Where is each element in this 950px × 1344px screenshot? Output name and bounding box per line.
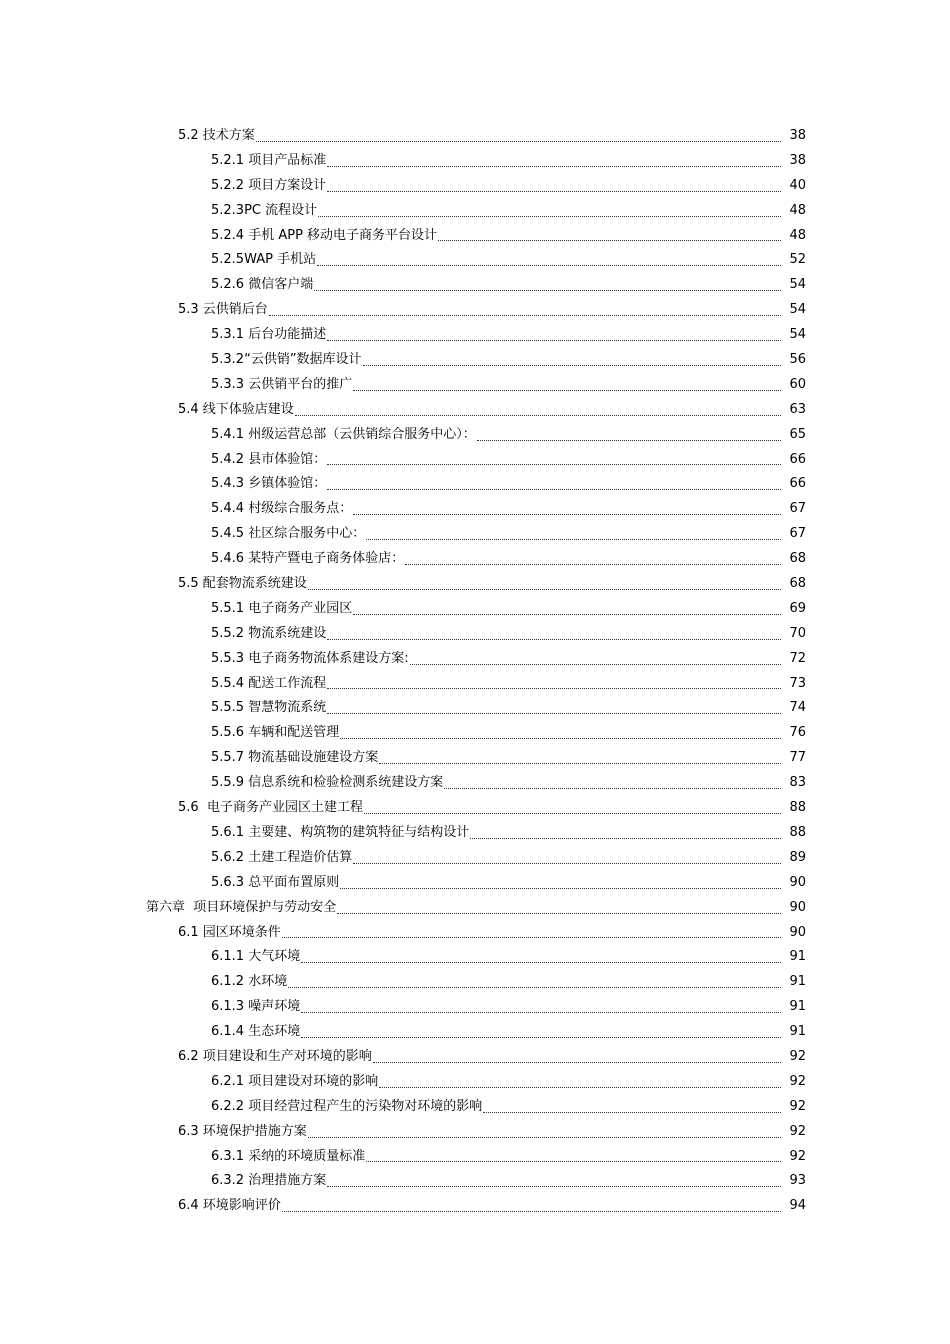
toc-entry[interactable] bbox=[0, 1070, 950, 1095]
toc-dot-leader bbox=[308, 1136, 781, 1138]
toc-dot-leader bbox=[353, 513, 781, 515]
toc-entry[interactable] bbox=[0, 224, 950, 249]
toc-entry-title: 5.5.9 信息系统和检验检测系统建设方案 bbox=[211, 775, 444, 791]
toc-entry-title: 5.5.4 配送工作流程 bbox=[211, 675, 327, 691]
toc-entry-title: 6.1.2 水环境 bbox=[211, 974, 288, 990]
toc-entry[interactable] bbox=[0, 796, 950, 821]
toc-entry[interactable] bbox=[0, 448, 950, 473]
toc-dot-leader bbox=[327, 165, 781, 167]
toc-dot-leader bbox=[308, 588, 781, 590]
toc-entry[interactable] bbox=[0, 547, 950, 572]
toc-dot-leader bbox=[327, 488, 781, 490]
toc-dot-leader bbox=[353, 862, 781, 864]
toc-entry-title: 5.6.2 土建工程造价估算 bbox=[211, 849, 353, 865]
toc-entry[interactable] bbox=[0, 771, 950, 796]
toc-entry-title: 6.1 园区环境条件 bbox=[178, 924, 281, 940]
toc-page-number: 88 bbox=[789, 800, 806, 816]
toc-page-number: 70 bbox=[789, 625, 806, 641]
toc-entry-title: 5.4.5 社区综合服务中心： bbox=[211, 526, 366, 542]
toc-dot-leader bbox=[256, 140, 781, 142]
table-of-contents bbox=[0, 124, 950, 1219]
toc-page-number: 40 bbox=[789, 177, 806, 193]
toc-dot-leader bbox=[379, 1086, 781, 1088]
toc-dot-leader bbox=[438, 239, 781, 241]
toc-dot-leader bbox=[363, 364, 781, 366]
toc-page-number: 68 bbox=[789, 551, 806, 567]
toc-page-number: 74 bbox=[789, 700, 806, 716]
toc-entry-title: 5.4.6 某特产暨电子商务体验店： bbox=[211, 551, 405, 567]
toc-page-number: 65 bbox=[789, 426, 806, 442]
toc-dot-leader bbox=[269, 314, 781, 316]
toc-entry[interactable] bbox=[0, 124, 950, 149]
toc-entry[interactable] bbox=[0, 896, 950, 921]
toc-entry[interactable] bbox=[0, 348, 950, 373]
toc-entry-title: 第六章 项目环境保护与劳动安全 bbox=[146, 899, 337, 915]
toc-entry[interactable] bbox=[0, 497, 950, 522]
toc-entry[interactable] bbox=[0, 398, 950, 423]
toc-page-number: 91 bbox=[789, 1024, 806, 1040]
toc-page-number: 67 bbox=[789, 501, 806, 517]
toc-dot-leader bbox=[366, 1160, 781, 1162]
toc-entry[interactable] bbox=[0, 871, 950, 896]
toc-dot-leader bbox=[301, 961, 781, 963]
toc-entry-title: 5.2.2 项目方案设计 bbox=[211, 177, 327, 193]
toc-dot-leader bbox=[327, 638, 781, 640]
toc-entry[interactable] bbox=[0, 1120, 950, 1145]
toc-entry[interactable] bbox=[0, 522, 950, 547]
toc-entry[interactable] bbox=[0, 1145, 950, 1170]
toc-entry[interactable] bbox=[0, 1045, 950, 1070]
toc-page-number: 92 bbox=[789, 1148, 806, 1164]
toc-dot-leader bbox=[353, 389, 781, 391]
toc-page-number: 38 bbox=[789, 128, 806, 143]
toc-entry-title: 5.5.5 智慧物流系统 bbox=[211, 700, 327, 716]
toc-entry[interactable] bbox=[0, 995, 950, 1020]
toc-dot-leader bbox=[314, 289, 781, 291]
toc-page-number: 67 bbox=[789, 526, 806, 542]
toc-page-number: 77 bbox=[789, 750, 806, 766]
toc-page-number: 91 bbox=[789, 999, 806, 1015]
toc-entry[interactable] bbox=[0, 1194, 950, 1219]
toc-dot-leader bbox=[327, 339, 781, 341]
toc-page-number: 66 bbox=[789, 451, 806, 467]
toc-page-number: 76 bbox=[789, 725, 806, 741]
toc-entry[interactable] bbox=[0, 970, 950, 995]
toc-page-number: 73 bbox=[789, 675, 806, 691]
toc-entry[interactable] bbox=[0, 821, 950, 846]
toc-entry-title: 5.2.6 微信客户端 bbox=[211, 277, 314, 293]
toc-entry-title: 5.4.3 乡镇体验馆： bbox=[211, 476, 327, 492]
toc-page-number: 48 bbox=[789, 202, 806, 218]
toc-entry-title: 6.2.1 项目建设对环境的影响 bbox=[211, 1073, 379, 1089]
toc-page-number: 68 bbox=[789, 576, 806, 592]
toc-dot-leader bbox=[340, 737, 781, 739]
toc-dot-leader bbox=[366, 538, 781, 540]
toc-entry[interactable] bbox=[0, 1095, 950, 1120]
toc-page-number: 38 bbox=[789, 152, 806, 168]
toc-dot-leader bbox=[353, 613, 781, 615]
toc-page-number: 72 bbox=[789, 650, 806, 666]
toc-dot-leader bbox=[364, 812, 781, 814]
toc-dot-leader bbox=[317, 264, 781, 266]
toc-dot-leader bbox=[477, 439, 781, 441]
toc-entry[interactable] bbox=[0, 423, 950, 448]
toc-entry-title: 5.4 线下体验店建设 bbox=[178, 401, 294, 417]
toc-page-number: 56 bbox=[789, 352, 806, 368]
toc-page-number: 66 bbox=[789, 476, 806, 492]
toc-entry-title: 6.1.4 生态环境 bbox=[211, 1024, 301, 1040]
toc-dot-leader bbox=[301, 1011, 781, 1013]
toc-entry[interactable] bbox=[0, 572, 950, 597]
toc-dot-leader bbox=[405, 563, 781, 565]
toc-page-number: 90 bbox=[789, 899, 806, 915]
toc-page-number: 92 bbox=[789, 1073, 806, 1089]
toc-entry-title: 5.4.2 县市体验馆： bbox=[211, 451, 327, 467]
toc-entry-title: 5.5.2 物流系统建设 bbox=[211, 625, 327, 641]
toc-entry[interactable] bbox=[0, 323, 950, 348]
toc-page-number: 91 bbox=[789, 974, 806, 990]
toc-entry-title: 5.2.3PC 流程设计 bbox=[211, 202, 318, 218]
toc-entry-title: 5.2.4 手机 APP 移动电子商务平台设计 bbox=[211, 227, 438, 243]
toc-dot-leader bbox=[282, 936, 781, 938]
toc-entry-title: 5.3.3 云供销平台的推广 bbox=[211, 376, 353, 392]
toc-entry-title: 5.6 电子商务产业园区土建工程 bbox=[178, 800, 363, 816]
toc-entry[interactable] bbox=[0, 298, 950, 323]
toc-page-number: 94 bbox=[789, 1198, 806, 1214]
toc-page-number: 48 bbox=[789, 227, 806, 243]
toc-entry-title: 6.2 项目建设和生产对环境的影响 bbox=[178, 1048, 372, 1064]
toc-entry[interactable] bbox=[0, 273, 950, 298]
toc-dot-leader bbox=[379, 762, 781, 764]
toc-entry[interactable] bbox=[0, 846, 950, 871]
toc-entry[interactable] bbox=[0, 373, 950, 398]
toc-entry-title: 5.5.3 电子商务物流体系建设方案: bbox=[211, 650, 409, 666]
toc-dot-leader bbox=[340, 887, 781, 889]
toc-entry-title: 5.5.7 物流基础设施建设方案 bbox=[211, 750, 379, 766]
toc-page-number: 90 bbox=[789, 874, 806, 890]
toc-dot-leader bbox=[327, 463, 781, 465]
toc-entry[interactable] bbox=[0, 199, 950, 224]
toc-dot-leader bbox=[327, 190, 781, 192]
toc-entry-title: 6.3.2 治理措施方案 bbox=[211, 1173, 327, 1189]
toc-dot-leader bbox=[470, 837, 781, 839]
toc-page-number: 54 bbox=[789, 277, 806, 293]
toc-dot-leader bbox=[410, 663, 781, 665]
toc-entry[interactable] bbox=[0, 647, 950, 672]
toc-page-number: 93 bbox=[789, 1173, 806, 1189]
toc-dot-leader bbox=[373, 1061, 781, 1063]
toc-entry-title: 5.5.1 电子商务产业园区 bbox=[211, 600, 353, 616]
toc-entry[interactable] bbox=[0, 945, 950, 970]
toc-entry-title: 6.4 环境影响评价 bbox=[178, 1198, 281, 1214]
toc-entry-title: 6.1.3 噪声环境 bbox=[211, 999, 301, 1015]
toc-entry-title: 6.2.2 项目经营过程产生的污染物对环境的影响 bbox=[211, 1098, 483, 1114]
toc-dot-leader bbox=[327, 712, 781, 714]
toc-dot-leader bbox=[318, 215, 781, 217]
toc-dot-leader bbox=[301, 1036, 781, 1038]
toc-entry-title: 5.2 技术方案 bbox=[178, 128, 255, 143]
toc-dot-leader bbox=[288, 986, 781, 988]
toc-dot-leader bbox=[295, 414, 781, 416]
toc-entry-title: 5.4.1 州级运营总部（云供销综合服务中心）： bbox=[211, 426, 476, 442]
toc-entry[interactable] bbox=[0, 696, 950, 721]
toc-entry[interactable] bbox=[0, 622, 950, 647]
toc-page-number: 60 bbox=[789, 376, 806, 392]
toc-page-number: 91 bbox=[789, 949, 806, 965]
toc-entry[interactable] bbox=[0, 1020, 950, 1045]
toc-page-number: 88 bbox=[789, 824, 806, 840]
toc-entry-title: 5.3.1 后台功能描述 bbox=[211, 327, 327, 343]
toc-entry[interactable] bbox=[0, 1169, 950, 1194]
toc-page-number: 92 bbox=[789, 1123, 806, 1139]
toc-dot-leader bbox=[327, 1185, 781, 1187]
toc-page-number: 89 bbox=[789, 849, 806, 865]
toc-page-number: 92 bbox=[789, 1098, 806, 1114]
toc-dot-leader bbox=[282, 1210, 781, 1212]
toc-entry-title: 6.3.1 采纳的环境质量标准 bbox=[211, 1148, 366, 1164]
toc-page-number: 54 bbox=[789, 327, 806, 343]
toc-entry[interactable] bbox=[0, 472, 950, 497]
toc-page-number: 54 bbox=[789, 302, 806, 318]
toc-entry-title: 5.5 配套物流系统建设 bbox=[178, 576, 307, 592]
toc-page-number: 90 bbox=[789, 924, 806, 940]
toc-entry-title: 5.3 云供销后台 bbox=[178, 302, 268, 318]
toc-entry[interactable] bbox=[0, 248, 950, 273]
toc-entry-title: 6.3 环境保护措施方案 bbox=[178, 1123, 307, 1139]
toc-entry[interactable] bbox=[0, 597, 950, 622]
toc-entry[interactable] bbox=[0, 721, 950, 746]
toc-entry[interactable] bbox=[0, 746, 950, 771]
toc-page-number: 69 bbox=[789, 600, 806, 616]
toc-entry[interactable] bbox=[0, 174, 950, 199]
toc-entry[interactable] bbox=[0, 149, 950, 174]
toc-entry-title: 5.6.1 主要建、构筑物的建筑特征与结构设计 bbox=[211, 824, 470, 840]
toc-page-number: 63 bbox=[789, 401, 806, 417]
toc-entry-title: 5.3.2“云供销”数据库设计 bbox=[211, 352, 362, 368]
toc-entry-title: 5.4.4 村级综合服务点： bbox=[211, 501, 353, 517]
toc-entry-title: 5.2.5WAP 手机站 bbox=[211, 252, 317, 268]
toc-dot-leader bbox=[483, 1111, 781, 1113]
toc-page-number: 52 bbox=[789, 252, 806, 268]
toc-dot-leader bbox=[327, 687, 781, 689]
toc-entry[interactable] bbox=[0, 921, 950, 946]
toc-entry-title: 5.2.1 项目产品标准 bbox=[211, 152, 327, 168]
toc-entry-title: 5.6.3 总平面布置原则 bbox=[211, 874, 340, 890]
toc-entry[interactable] bbox=[0, 672, 950, 697]
toc-dot-leader bbox=[337, 912, 781, 914]
toc-entry-title: 5.5.6 车辆和配送管理 bbox=[211, 725, 340, 741]
toc-page-number: 92 bbox=[789, 1048, 806, 1064]
toc-dot-leader bbox=[444, 787, 781, 789]
toc-page-number: 83 bbox=[789, 775, 806, 791]
toc-entry-title: 6.1.1 大气环境 bbox=[211, 949, 301, 965]
